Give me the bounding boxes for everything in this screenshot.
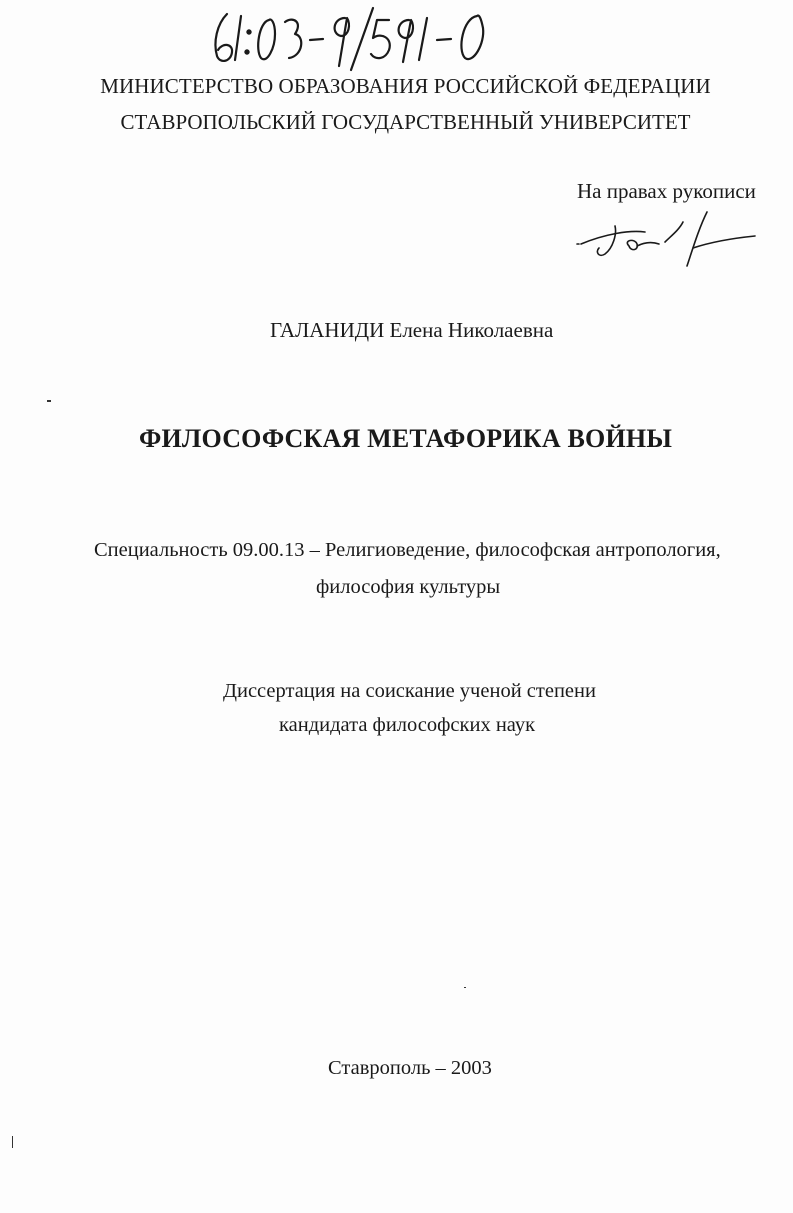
manuscript-rights-note: На правах рукописи xyxy=(577,179,756,203)
degree-line-1: Диссертация на соискание ученой степени xyxy=(223,680,596,702)
dissertation-title: ФИЛОСОФСКАЯ МЕТАФОРИКА ВОЙНЫ xyxy=(138,424,673,453)
degree-line-2: кандидата философских наук xyxy=(279,714,536,736)
ministry-heading: МИНИСТЕРСТВО ОБРАЗОВАНИЯ РОССИЙСКОЙ ФЕДЕРАЦИИ xyxy=(100,74,711,98)
scan-speck xyxy=(464,987,466,988)
university-heading: СТАВРОПОЛЬСКИЙ ГОСУДАРСТВЕННЫЙ УНИВЕРСИТЕТ xyxy=(120,110,691,134)
handwritten-catalog-number xyxy=(205,0,505,72)
author-signature xyxy=(575,208,760,268)
scan-speck xyxy=(12,1136,13,1148)
specialty-line-1: Специальность 09.00.13 – Религиоведение, философская антропология, xyxy=(94,539,721,561)
scan-speck xyxy=(47,400,51,402)
city-and-year: Ставрополь – 2003 xyxy=(328,1057,492,1079)
specialty-line-2: философия культуры xyxy=(316,576,501,598)
author-name: ГАЛАНИДИ Елена Николаевна xyxy=(270,318,554,342)
